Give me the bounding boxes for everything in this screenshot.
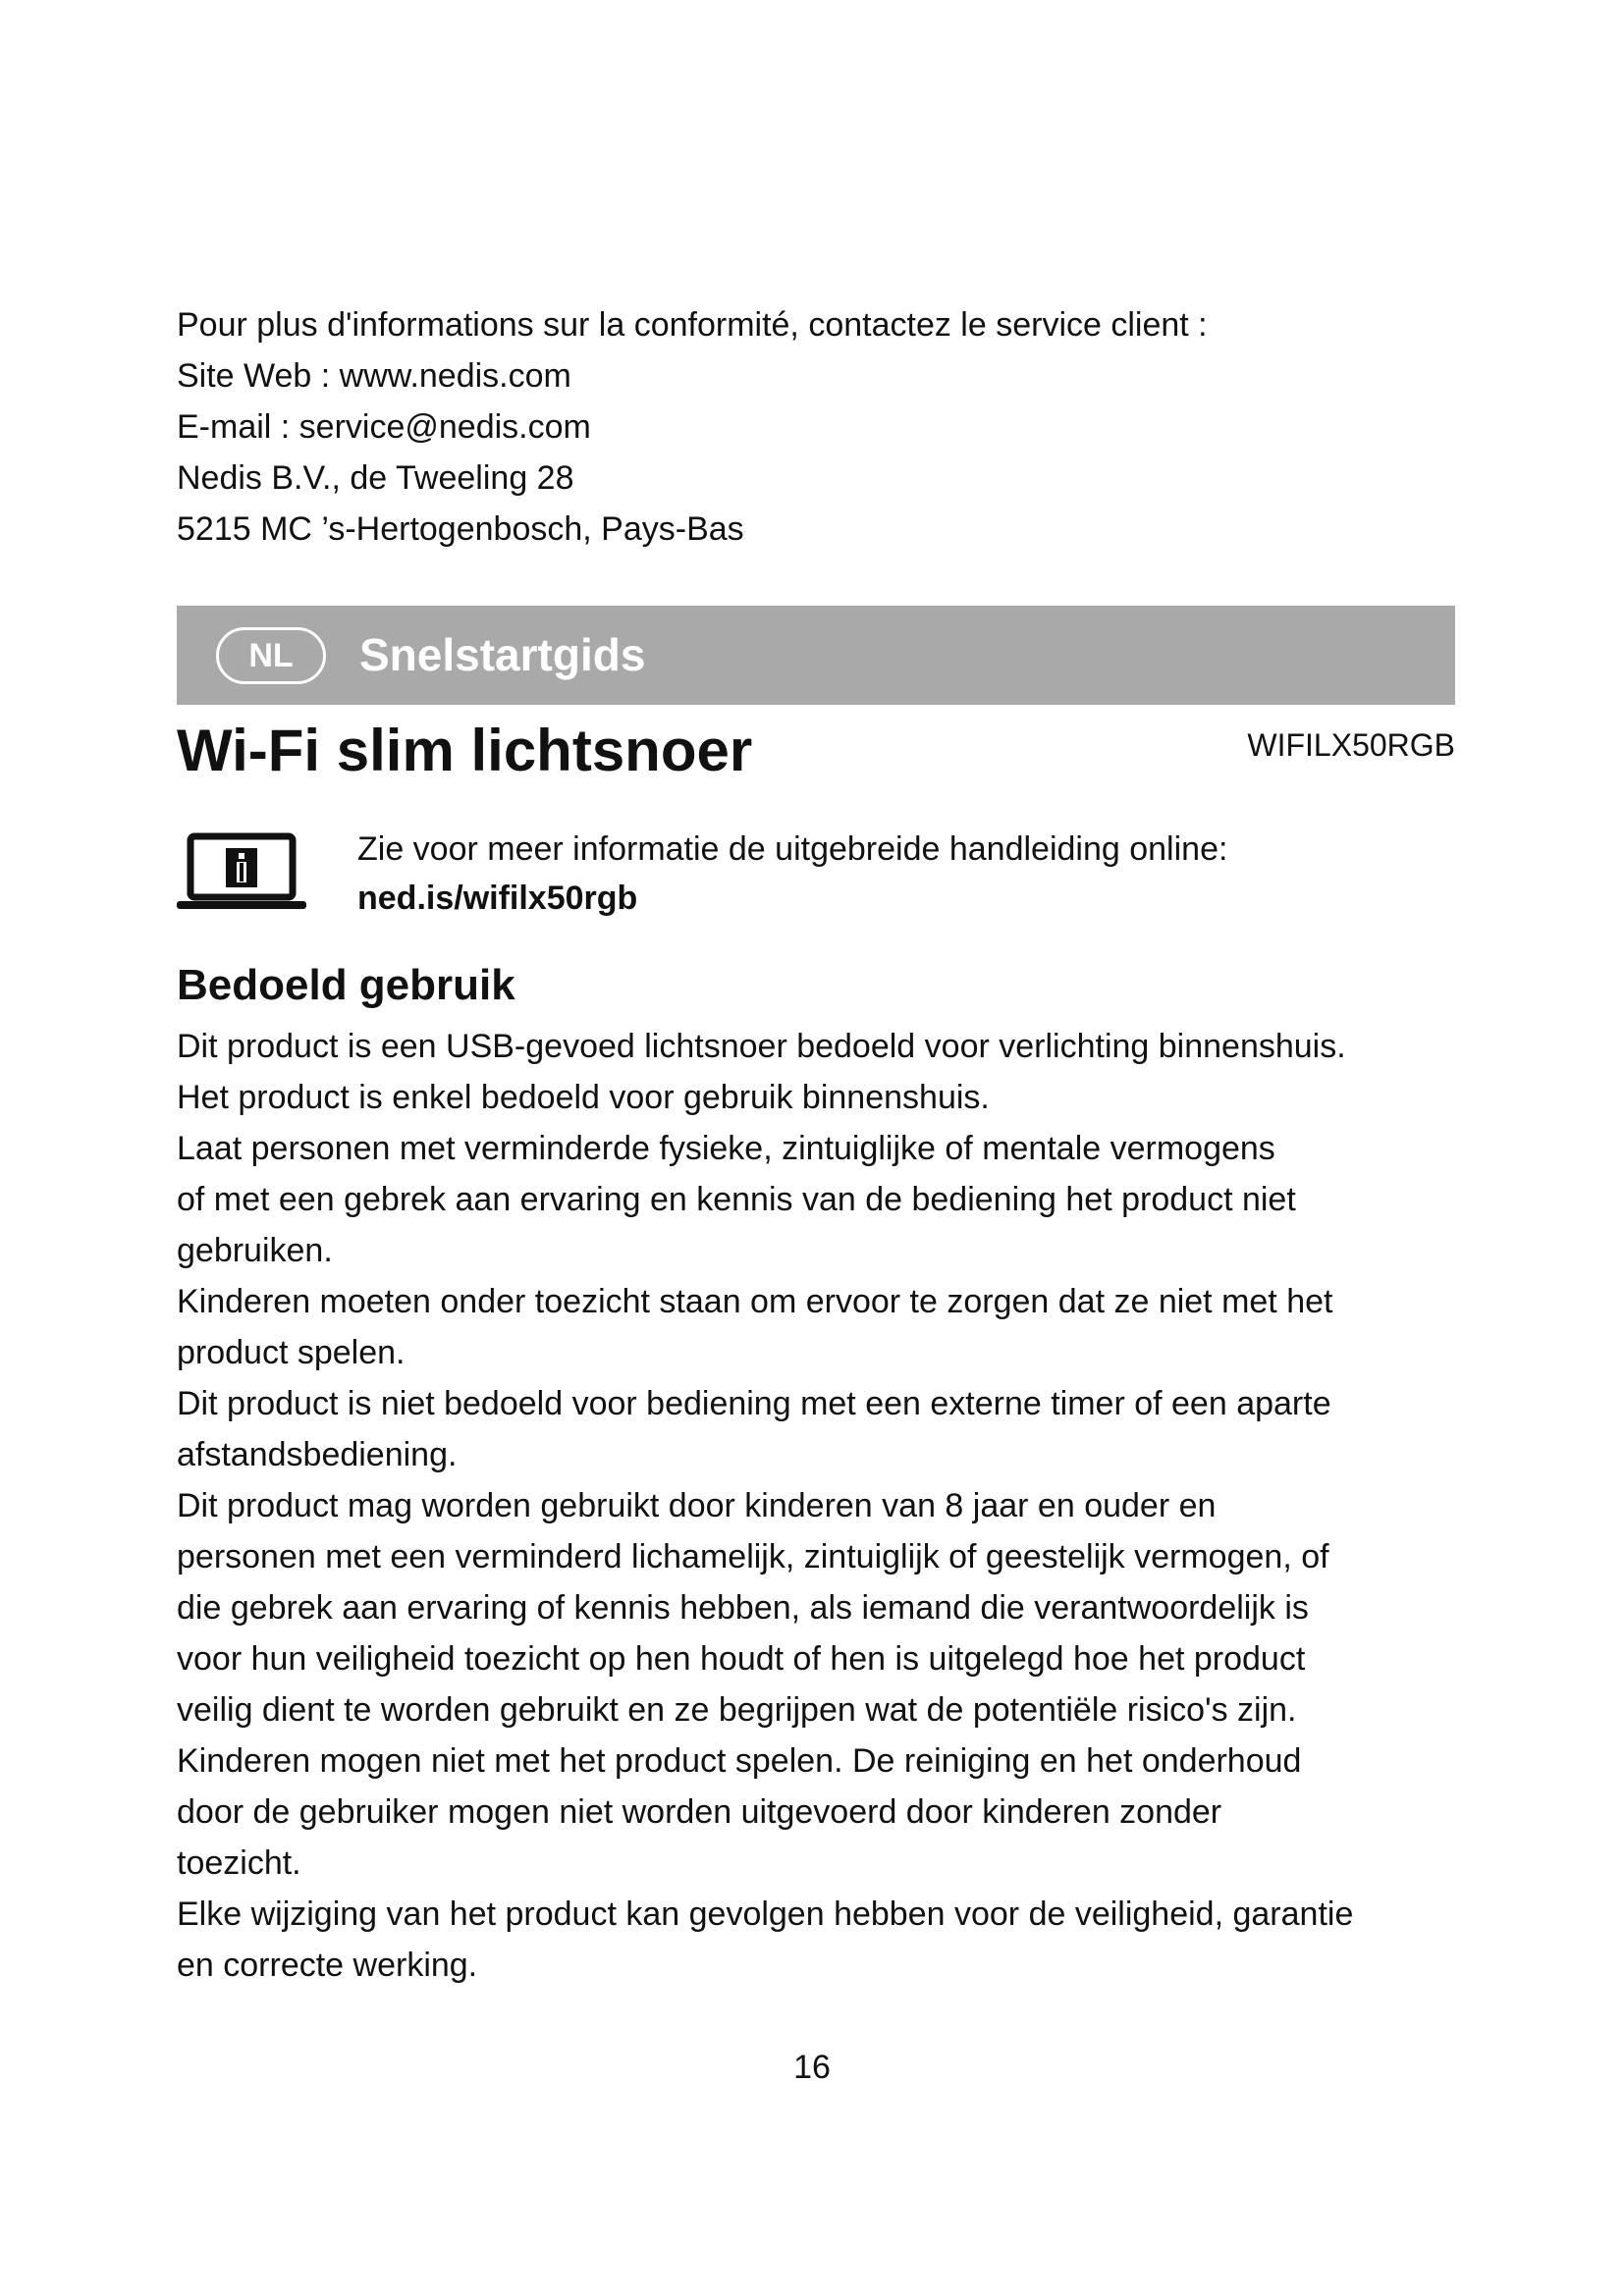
contact-line-website: Site Web : www.nedis.com <box>177 357 571 395</box>
body-line: Elke wijziging van het product kan gevolgen hebben voor de veiligheid, garantie <box>177 1896 1354 1933</box>
body-line: Laat personen met verminderde fysieke, zintuiglijke of mentale vermogens <box>177 1130 1275 1167</box>
product-title: Wi-Fi slim lichtsnoer <box>177 718 753 783</box>
contact-line-email: E-mail : service@nedis.com <box>177 408 591 446</box>
body-line: of met een gebrek aan ervaring en kennis van de bediening het product niet <box>177 1181 1296 1218</box>
body-line: voor hun veiligheid toezicht op hen houdt of hen is uitgelegd hoe het product <box>177 1640 1306 1678</box>
body-line: Dit product mag worden gebruikt door kinderen van 8 jaar en ouder en <box>177 1487 1217 1524</box>
body-line: Dit product is een USB-gevoed lichtsnoer bedoeld voor verlichting binnenshuis. <box>177 1028 1346 1065</box>
body-line: product spelen. <box>177 1334 406 1371</box>
language-banner <box>177 606 1455 705</box>
body-line: door de gebruiker mogen niet worden uitgevoerd door kinderen zonder <box>177 1793 1222 1831</box>
body-line: en correcte werking. <box>177 1947 478 1984</box>
body-line: die gebrek aan ervaring of kennis hebben, als iemand die verantwoordelijk is <box>177 1589 1309 1627</box>
language-badge: NL <box>216 627 326 684</box>
body-line: personen met een verminderd lichamelijk, zintuiglijk of geestelijk vermogen, of <box>177 1538 1329 1575</box>
body-line: Kinderen mogen niet met het product spelen. De reiniging en het onderhoud <box>177 1742 1302 1780</box>
contact-line-company: Nedis B.V., de Tweeling 28 <box>177 459 574 497</box>
online-manual-note <box>357 825 1437 923</box>
body-line: veilig dient te worden gebruikt en ze begrijpen wat de potentiële risico's zijn. <box>177 1691 1297 1729</box>
body-line: toezicht. <box>177 1844 301 1882</box>
contact-line-intro: Pour plus d'informations sur la conformité, contactez le service client : <box>177 306 1208 344</box>
body-line: Dit product is niet bedoeld voor bediening met een externe timer of een aparte <box>177 1385 1331 1422</box>
banner-title: Snelstartgids <box>359 629 646 680</box>
body-line: Kinderen moeten onder toezicht staan om ervoor te zorgen dat ze niet met het <box>177 1283 1333 1320</box>
body-line: afstandsbediening. <box>177 1436 458 1473</box>
online-manual-text: Zie voor meer informatie de uitgebreide handleiding online: <box>357 830 1228 868</box>
contact-line-city: 5215 MC ’s-Hertogenbosch, Pays-Bas <box>177 510 744 548</box>
french-contact-block <box>177 299 1463 555</box>
intended-use-body <box>177 1021 1463 1991</box>
online-manual-link[interactable]: ned.is/wifilx50rgb <box>357 880 638 917</box>
intended-use-heading: Bedoeld gebruik <box>177 961 515 1009</box>
body-line: gebruiken. <box>177 1232 333 1269</box>
product-code: WIFILX50RGB <box>1247 727 1455 763</box>
body-line: Het product is enkel bedoeld voor gebruik binnenshuis. <box>177 1079 990 1116</box>
laptop-info-icon <box>177 830 306 913</box>
page-number: 16 <box>793 2049 831 2086</box>
